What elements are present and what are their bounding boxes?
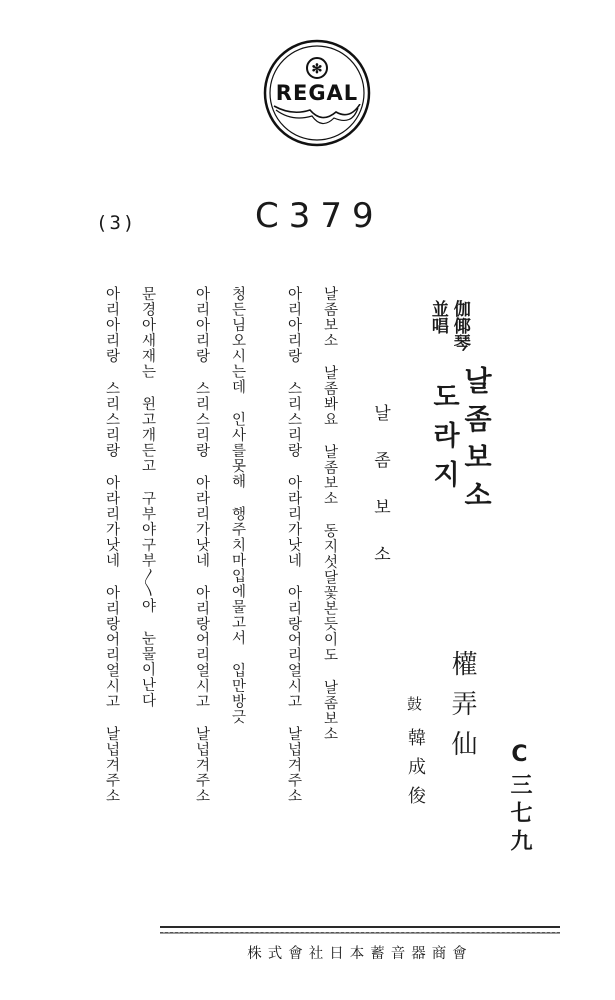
genre-byeongchang: 並唱 bbox=[427, 300, 448, 334]
footer-rule-dashed bbox=[160, 932, 560, 934]
genre-gayageum: 伽倻琴 bbox=[449, 300, 470, 351]
drummer-name: 韓成俊 bbox=[405, 728, 426, 815]
performer-name: 權弄仙 bbox=[447, 650, 477, 770]
lyric-line-3a: 문경아새재는 윈고개든고 구부야구부〳〵야 눈물이난다 bbox=[139, 286, 156, 708]
lyric-line-2b: 아리아리랑 스리스리랑 아라리가낫네 아리랑어리얼시고 날넙겨주소 bbox=[193, 286, 210, 804]
lyric-line-2a: 청든님오시는데 인사를못해 행주치마입에물고서 입만방긋 bbox=[229, 286, 246, 725]
subtitle: 도라지 bbox=[428, 382, 459, 499]
catalog-number-vertical: C三七九 bbox=[507, 742, 532, 857]
company-name: 株式會社日本蓄音器商會 bbox=[247, 946, 473, 962]
drum-label: 鼓 bbox=[405, 696, 423, 711]
regal-logo bbox=[262, 38, 372, 148]
catalog-number: C379 bbox=[255, 196, 384, 236]
footer-rule bbox=[160, 926, 560, 928]
lyric-line-1b: 아리아리랑 스리스리랑 아라리가낫네 아리랑어리얼시고 날넙겨주소 bbox=[285, 286, 302, 804]
page-number: (3) bbox=[96, 212, 137, 234]
lyric-line-3b: 아리아리랑 스리스리랑 아라리가낫네 아리랑어리얼시고 날넙겨주소 bbox=[103, 286, 120, 804]
lyric-line-1a: 날좀보소 날좀봐요 날좀보소 동지섯달꽃본듯이도 날좀보소 bbox=[321, 286, 338, 742]
title: 날좀보소 bbox=[460, 366, 493, 518]
song-label: 날좀보소 bbox=[370, 404, 390, 592]
svg-text:✻: ✻ bbox=[311, 62, 323, 77]
regal-wordmark: REGAL bbox=[275, 81, 359, 105]
